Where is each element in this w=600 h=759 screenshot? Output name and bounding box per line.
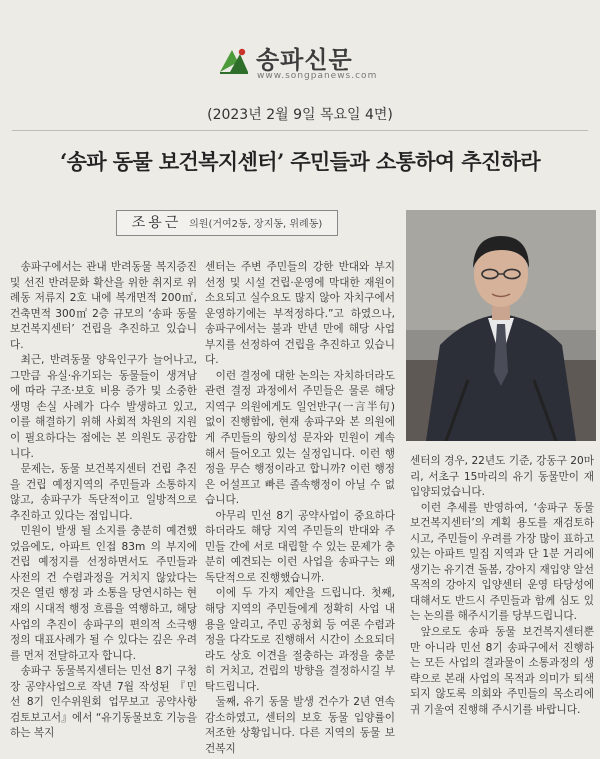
author-name: 조용근 <box>131 215 182 231</box>
article-paragraph: 문제는, 동물 보건복지센터 건립 추진을 건립 예정지역의 주민들과 소통하지 않고, 송파구가 독단적이고 일방적으로 추진하고 있다는 점입니다. <box>10 463 197 522</box>
article-paragraph: 최근, 반려동물 양육인구가 늘어나고, 그만큼 유실·유기되는 동물들이 생겨남에 따라 구조·보호 비용 증가 및 소중한 생명 손실 사례가 다수 발생하고 있고, 이를 해결하기 위해 사회적 차원의 지원이 필요하다는 점에는 본 의원도 공감합니다. <box>10 354 197 460</box>
article-paragraph: 센터의 경우, 22년도 기준, 강동구 20마리, 서초구 15마리의 유기 동물만이 재입양되었습니다. <box>410 455 594 499</box>
article-paragraph: 송파구에서는 관내 반려동물 복지증진 및 선진 반려문화 확산을 위한 취지로 위례동 저류지 2호 내에 복개면적 200㎡, 건축면적 300㎡ 2층 규모의 ‘송파 동물 보건복지센터’ 건립을 추진하고 있습니다. <box>10 261 197 351</box>
article-column-2 <box>205 260 395 758</box>
newspaper-url: www.songpanews.com <box>257 71 378 81</box>
article-headline: ‘송파 동물 보건복지센터’ 주민들과 소통하여 추진하라 <box>59 149 541 174</box>
article-paragraph: 아무리 민선 8기 공약사업이 중요하다 하더라도 해당 지역 주민들의 반대와 주민들 간에 서로 대립할 수 있는 문제가 충분히 예견되는 이런 사업을 송파구는 왜 독단적으로 진행했습니까. <box>205 509 395 584</box>
masthead <box>0 38 600 88</box>
divider <box>12 130 588 131</box>
article-paragraph: 이런 추세를 반영하여, ‘송파구 동물 보건복지센터’의 계획 용도를 재검토하시고, 주민들이 우려를 가장 많이 표하고 있는 아파트 밀집 지역과 단 1분 거리에 생기는 유기견 돌봄, 강아지 재입양 알선 목적의 강아지 입양센터 운영 타당성에 대해서도 반드시 주민들과 함께 심도 있는 논의를 해주시기를 당부드립니다. <box>410 501 594 623</box>
newspaper-name: 송파신문 <box>256 46 353 74</box>
article-column-1 <box>10 260 197 742</box>
author-affiliation: 의원(거여2동, 장지동, 위례동) <box>189 219 323 230</box>
article-paragraph: 둘째, 유기 동물 발생 건수가 2년 연속 감소하였고, 센터의 보호 동물 입양률이 저조한 상황입니다. 다른 지역의 동물 보건복지 <box>205 696 395 755</box>
dateline: (2023년 2월 9일 목요일 4면) <box>207 107 393 123</box>
article-paragraph: 이에 두 가지 제안을 드립니다. 첫째, 해당 지역의 주민들에게 정확히 사업 내용을 알리고, 주민 공청회 등 여론 수렴과정을 다각도로 진행해서 시간이 소요되더라도 상호 이견을 절충하는 과정을 충분히 거치고, 건립의 방향을 결정하시길 부탁드립니다. <box>205 587 395 693</box>
article-paragraph: 앞으로도 송파 동물 보건복지센터뿐만 아니라 민선 8기 송파구에서 진행하는 모든 사업의 결과물이 소통과정의 생략으로 본래 사업의 목적과 의미가 퇴색되지 않도록 의회와 주민들의 목소리에 귀 기울여 진행해 주시기를 바랍니다. <box>410 626 594 716</box>
article-paragraph: 민원이 발생 될 소지를 충분히 예견했었음에도, 아파트 인접 83m 의 부지에 건립 예정지를 선정하면서도 주민들과 사전의 건 수렴과정을 거치지 않았다는 것은 열린 행정 과 소통을 당연시하는 현재의 시대적 행정 흐름을 역행하고, 해당 사업의 추진이 송파구의 편의적 소극행정의 대표사례가 될 수 있다는 깊은 우려를 먼저 전달하고자 합니다. <box>10 525 197 662</box>
article-paragraph: 송파구 동물복지센터는 민선 8기 구청장 공약사업으로 작년 7월 작성된 『민선 8기 인수위원회 업무보고 공약사항 검토보고서』에서 “유기동물보호 기능을 하는 복지 <box>10 665 197 740</box>
article-paragraph: 이런 결정에 대한 논의는 자치하더라도 관련 결정 과정에서 주민들은 물론 해당 지역구 의원에게도 일언반구(一言半句) 없이 진행함에, 현재 송파구와 본 의원에게 주민들의 항의성 문자와 민원이 계속해서 들어오고 있는 실정입니다. 이런 행정을 무슨 행정이라고 합니까? 이런 행정은 어설프고 빠른 졸속행정이 아닐 수 없습니다. <box>205 369 395 507</box>
article-paragraph: 센터는 주변 주민들의 강한 반대와 부지선정 및 시설 건립·운영에 막대한 재원이 소요되고 실수요도 많지 않아 자치구에서 운영하기에는 부적정하다.”고 하였으나, 송파구에서는 불과 반년 만에 해당 사업 부지를 선정하여 건립을 추진하고 있습니다. <box>205 261 395 367</box>
songpa-logo-icon <box>218 44 250 76</box>
byline-box <box>116 210 338 236</box>
article-column-3 <box>410 454 594 718</box>
author-photo <box>406 210 596 441</box>
